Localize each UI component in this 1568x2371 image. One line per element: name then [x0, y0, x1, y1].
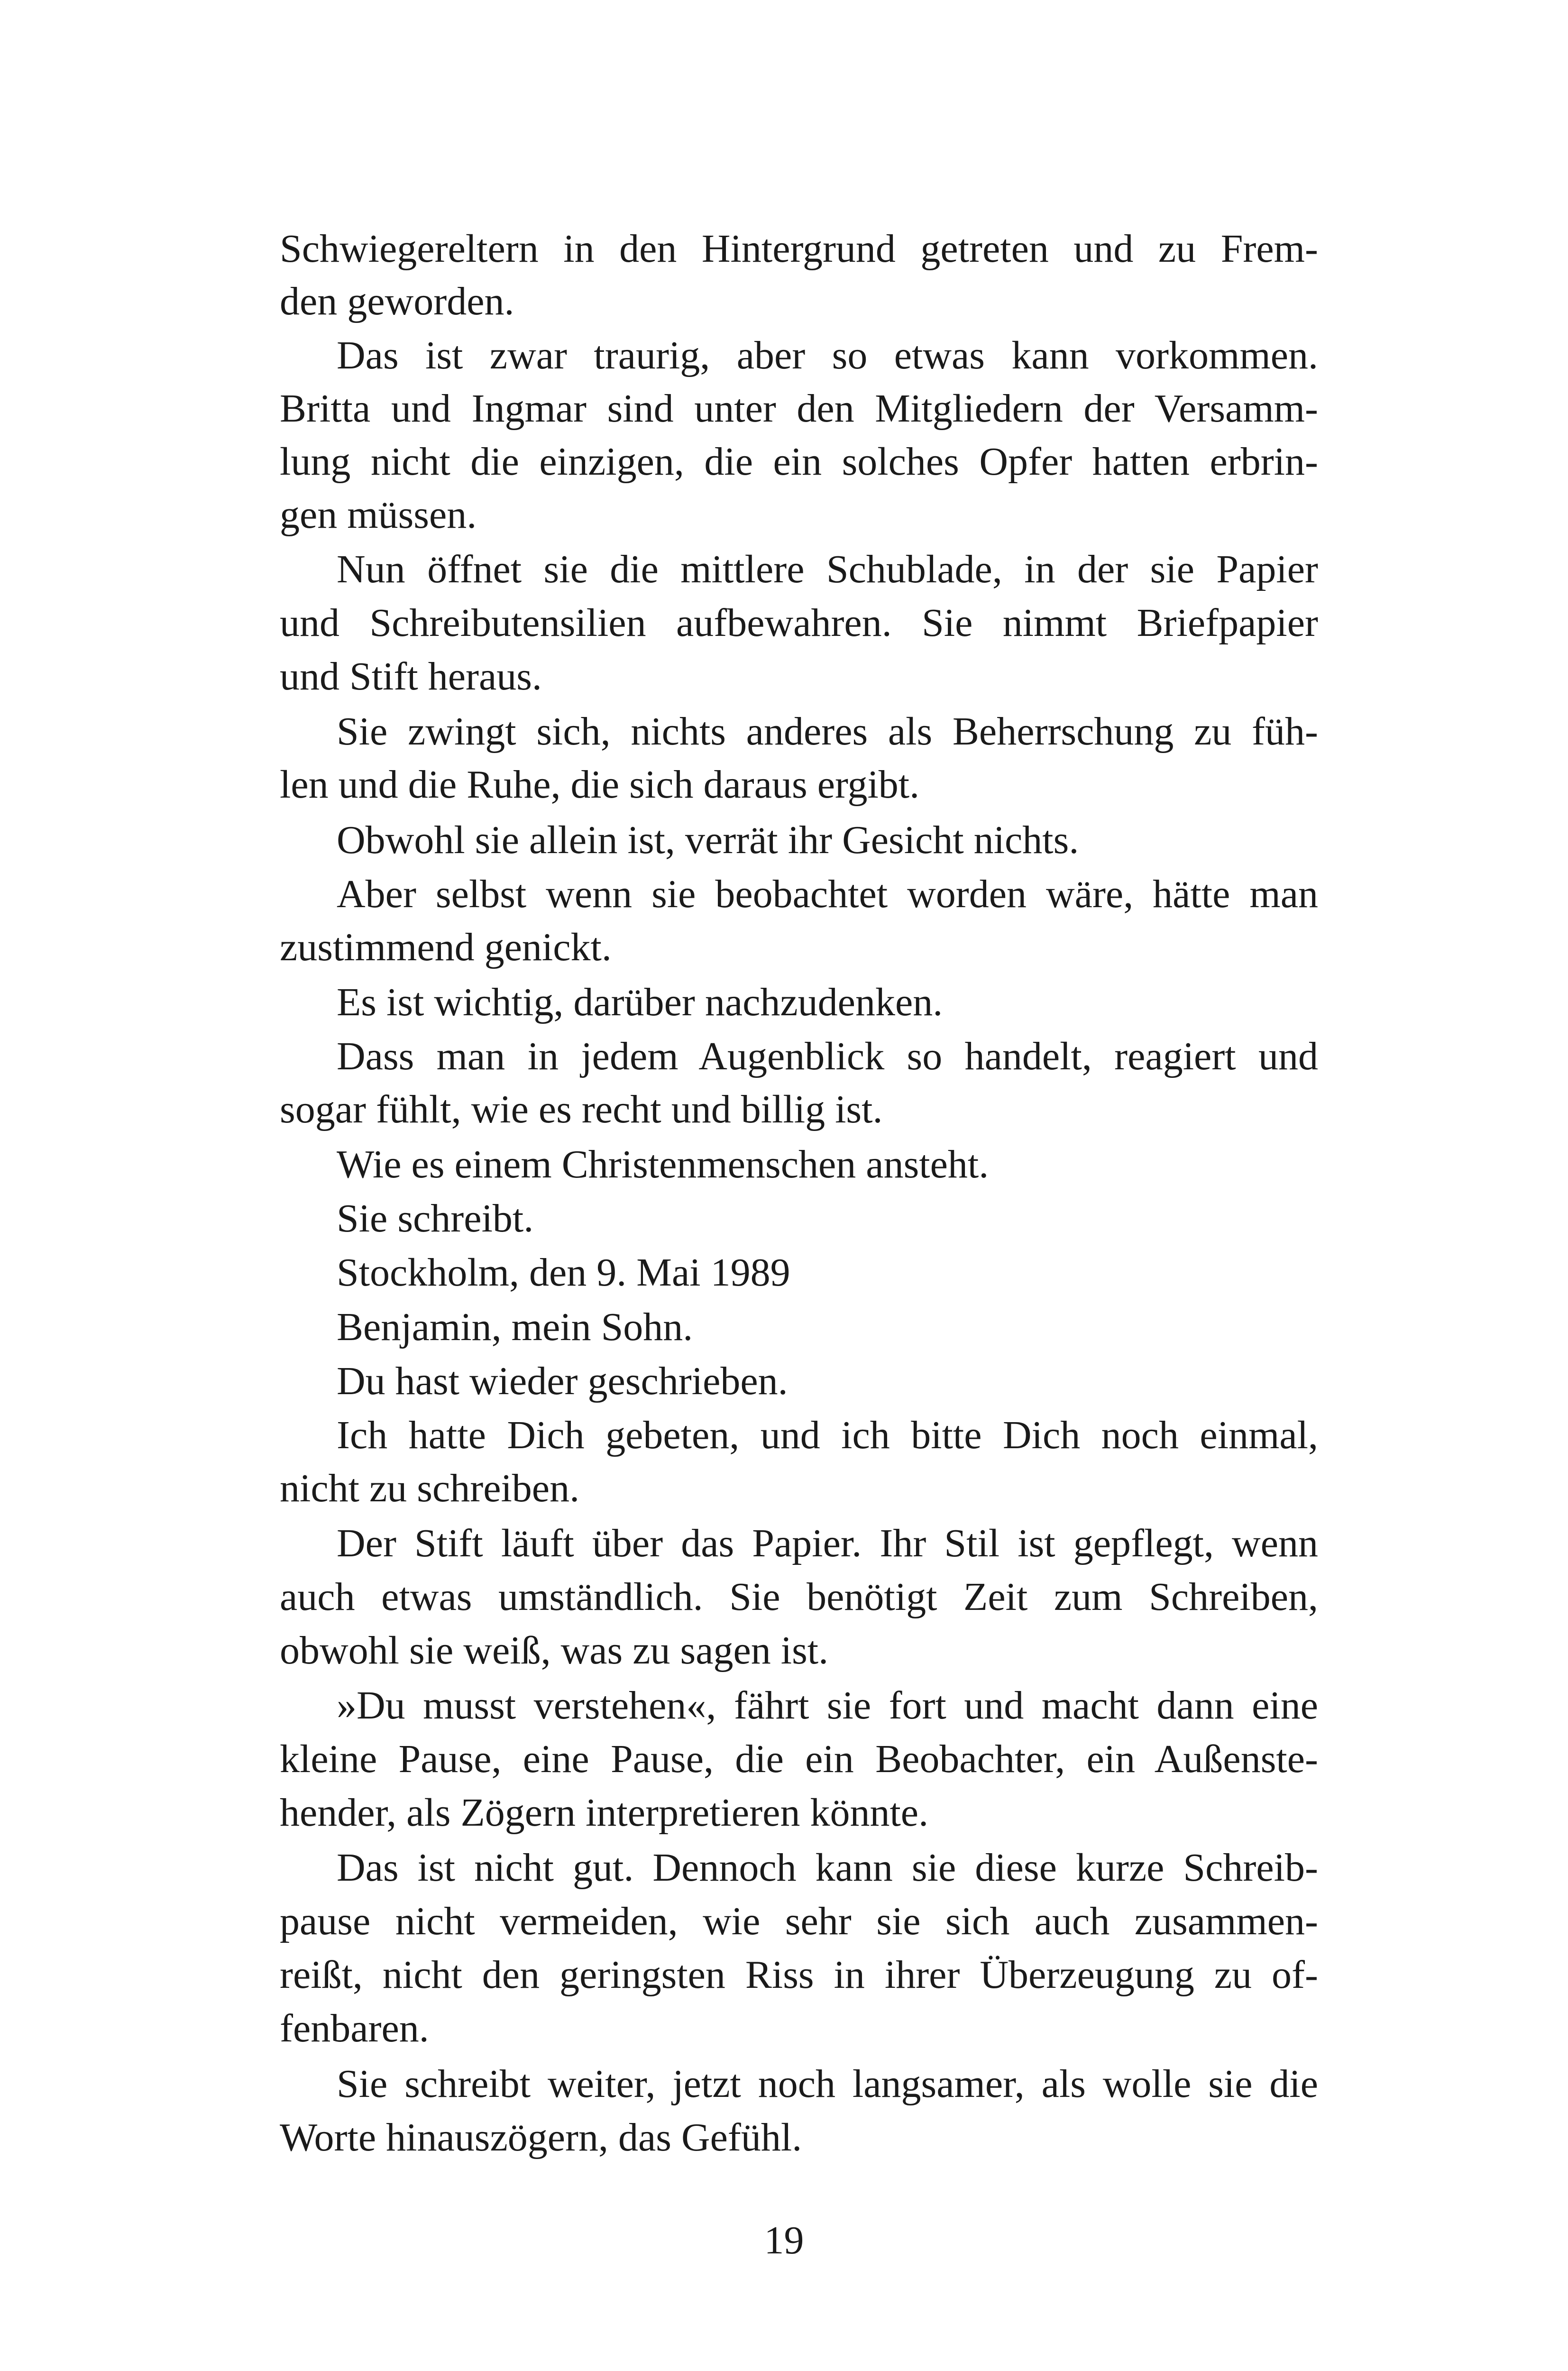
text-line: »Du musst verstehen«, fährt sie fort und macht dann eine: [337, 1683, 1318, 1728]
text-line: hender, als Zögern interpretieren könnte.: [280, 1791, 929, 1835]
text-line: kleine Pause, eine Pause, die ein Beobachter, ein Außenste-: [280, 1737, 1318, 1781]
text-line: fenbaren.: [280, 2006, 429, 2050]
text-line: Benjamin, mein Sohn.: [337, 1305, 693, 1349]
text-line: Sie schreibt.: [337, 1196, 534, 1241]
text-line: Worte hinauszögern, das Gefühl.: [280, 2115, 802, 2160]
text-line: pause nicht vermeiden, wie sehr sie sich auch zusammen-: [280, 1899, 1318, 1943]
text-line: obwohl sie weiß, was zu sagen ist.: [280, 1628, 829, 1673]
text-line: Der Stift läuft über das Papier. Ihr Stil ist gepflegt, wenn: [337, 1521, 1318, 1565]
text-line: Das ist nicht gut. Dennoch kann sie diese kurze Schreib-: [337, 1846, 1318, 1890]
text-line: Ich hatte Dich gebeten, und ich bitte Dich noch einmal,: [337, 1413, 1318, 1457]
text-line: Du hast wieder geschrieben.: [337, 1359, 788, 1403]
text-line: len und die Ruhe, die sich daraus ergibt.: [280, 763, 920, 807]
text-line: Es ist wichtig, darüber nachzudenken.: [337, 980, 943, 1024]
text-line: Obwohl sie allein ist, verrät ihr Gesicht nichts.: [337, 818, 1079, 862]
text-line: den geworden.: [280, 279, 514, 323]
text-line: gen müssen.: [280, 493, 477, 537]
text-line: lung nicht die einzigen, die ein solches Opfer hatten erbrin-: [280, 440, 1318, 484]
text-line: Dass man in jedem Augenblick so handelt, reagiert und: [337, 1034, 1318, 1078]
text-line: zustimmend genickt.: [280, 925, 612, 969]
text-line: Das ist zwar traurig, aber so etwas kann vorkommen.: [337, 333, 1318, 377]
text-line: sogar fühlt, wie es recht und billig ist.: [280, 1087, 883, 1131]
text-line: und Stift heraus.: [280, 654, 542, 698]
text-line: reißt, nicht den geringsten Riss in ihrer Überzeugung zu of-: [280, 1953, 1318, 1997]
text-line: Britta und Ingmar sind unter den Mitgliedern der Versamm-: [280, 386, 1318, 431]
text-line: und Schreibutensilien aufbewahren. Sie nimmt Briefpapier: [280, 601, 1318, 645]
text-line: Stockholm, den 9. Mai 1989: [337, 1250, 790, 1295]
text-line: auch etwas umständlich. Sie benötigt Zeit zum Schreiben,: [280, 1575, 1318, 1619]
text-line: Sie schreibt weiter, jetzt noch langsamer, als wolle sie die: [337, 2062, 1318, 2106]
text-line: Sie zwingt sich, nichts anderes als Beherrschung zu füh-: [337, 709, 1318, 754]
text-line: Wie es einem Christenmenschen ansteht.: [337, 1142, 989, 1186]
text-line: Schwiegereltern in den Hintergrund getreten und zu Frem-: [280, 227, 1318, 271]
text-line: Aber selbst wenn sie beobachtet worden wäre, hätte man: [337, 872, 1318, 916]
text-line: nicht zu schreiben.: [280, 1466, 580, 1510]
page-number: 19: [764, 2218, 804, 2262]
text-line: Nun öffnet sie die mittlere Schublade, in der sie Papier: [337, 547, 1318, 591]
